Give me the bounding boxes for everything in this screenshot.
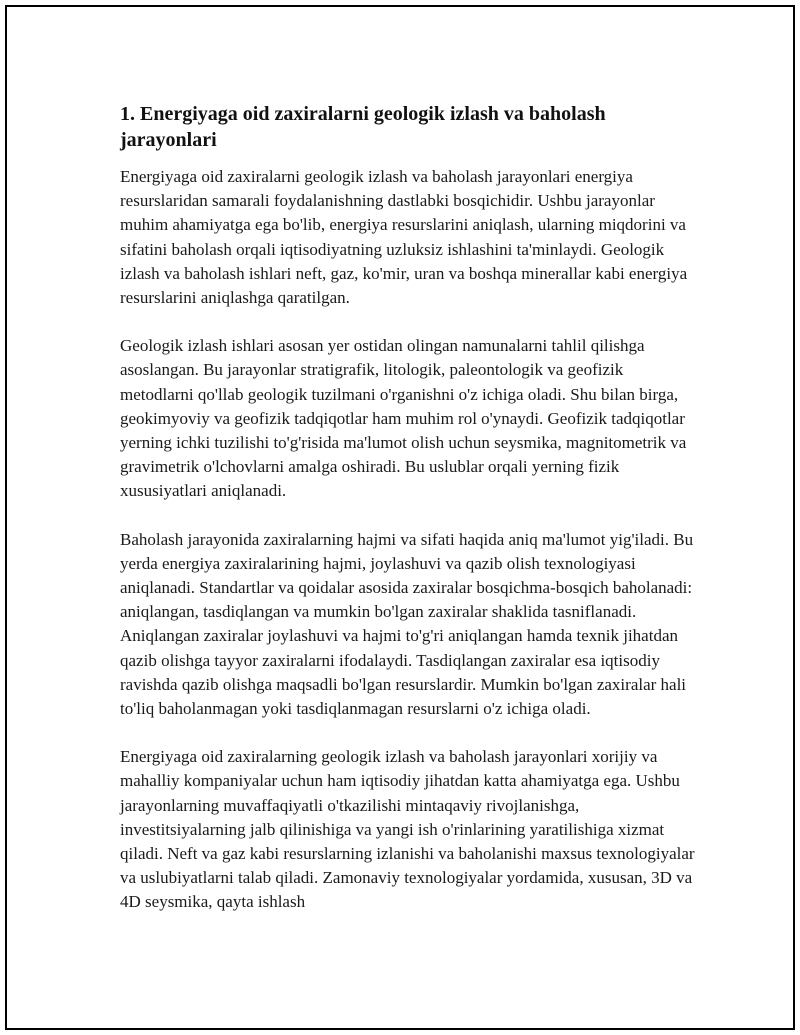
section-heading: 1. Energiyaga oid zaxiralarni geologik izlash va baholash jarayonlari [120, 103, 606, 151]
paragraph-1: Energiyaga oid zaxiralarni geologik izlash va baholash jarayonlari energiya resurslaridan samarali foydalanishning dastlabki bosqichidir. Ushbu jarayonlar muhim ahamiyatga ega bo'lib, energiya resurslarini aniqlash, ularning miqdorini va sifatini baholash orqali iqtisodiyatning uzluksiz ishlashini ta'minlaydi. Geologik izlash va baholash ishlari neft, gaz, ko'mir, uran va boshqa minerallar kabi energiya resurslarini aniqlashga qaratilgan. [120, 167, 688, 308]
paragraph-2: Geologik izlash ishlari asosan yer ostidan olingan namunalarni tahlil qilishga asoslangan. Bu jarayonlar stratigrafik, litologik, paleontologik va geofizik metodlarni qo'llab geologik tuzilmani o'rganishni o'z ichiga oladi. Shu bilan birga, geokimyoviy va geofizik tadqiqotlar ham muhim rol o'ynaydi. Geofizik tadqiqotlar yerning ichki tuzilishi to'g'risida ma'lumot olish uchun seysmika, magnitometrik va gravimetrik o'lchovlarni amalga oshiradi. Bu uslublar orqali yerning fizik xususiyatlari aniqlanadi. [120, 336, 687, 501]
document-body [120, 101, 700, 939]
paragraph-3: Baholash jarayonida zaxiralarning hajmi va sifati haqida aniq ma'lumot yig'iladi. Bu yerda energiya zaxiralarining hajmi, joylashuvi va qazib olish texnologiyasi aniqlanadi. Standartlar va qoidalar asosida zaxiralar bosqichma-bosqich baholanadi: aniqlangan, tasdiqlangan va mumkin bo'lgan zaxiralar shaklida tasniflanadi. Aniqlangan zaxiralar joylashuvi va hajmi to'g'ri aniqlangan hamda texnik jihatdan qazib olishga tayyor zaxiralarni ifodalaydi. Tasdiqlangan zaxiralar esa iqtisodiy ravishda qazib olishga maqsadli bo'lgan resurslardir. Mumkin bo'lgan zaxiralar hali to'liq baholanmagan yoki tasdiqlanmagan resurslarni o'z ichiga oladi. [120, 529, 694, 719]
paragraph-4: Energiyaga oid zaxiralarning geologik izlash va baholash jarayonlari xorijiy va mahalliy kompaniyalar uchun ham iqtisodiy jihatdan katta ahamiyatga ega. Ushbu jarayonlarning muvaffaqiyatli o'tkazilishi mintaqaviy rivojlanishga, investitsiyalarning jalb qilinishiga va yangi ish o'rinlarining yaratilishiga xizmat qiladi. Neft va gaz kabi resurslarning izlanishi va baholanishi maxsus texnologiyalar va uslubiyatlarni talab qiladi. Zamonaviy texnologiyalar yordamida, xususan, 3D va 4D seysmika, qayta ishlash [120, 747, 695, 912]
page-frame [5, 5, 795, 1030]
